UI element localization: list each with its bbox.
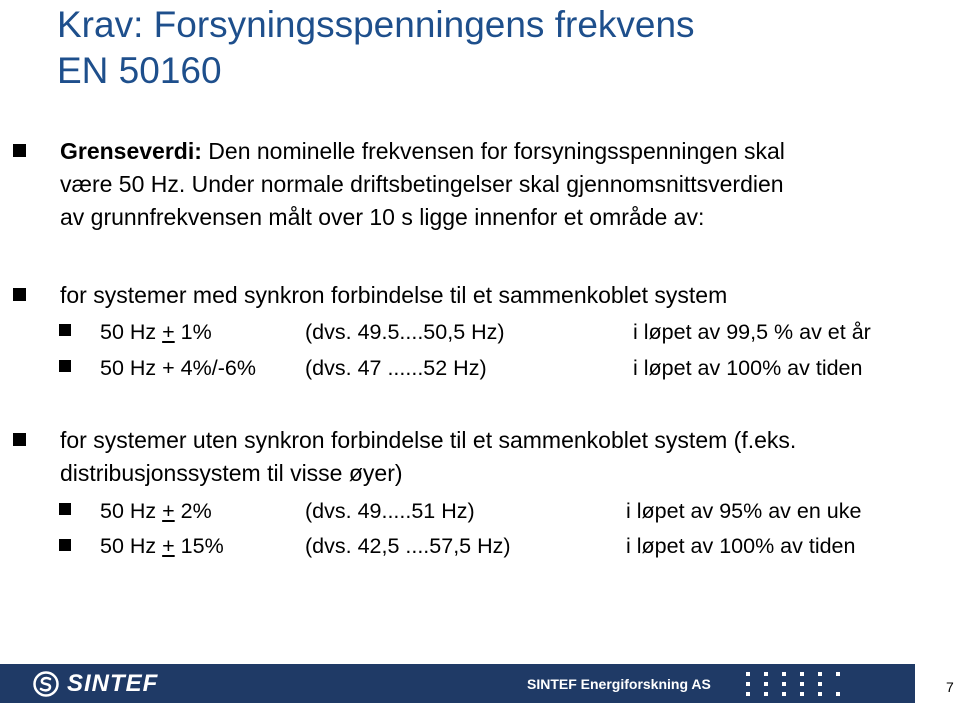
sub-bullet-square-icon — [59, 360, 71, 372]
section2-row1-freq: 50 Hz + 1% — [100, 320, 212, 344]
section3-row2-freq: 50 Hz + 15% — [100, 534, 224, 558]
section3-row1-period: i løpet av 95% av en uke — [626, 499, 862, 523]
bullet-square-icon — [13, 288, 26, 301]
bullet-square-icon — [13, 433, 26, 446]
section1-line1 — [60, 136, 785, 166]
slide-title — [57, 2, 937, 94]
section3-row1-range: (dvs. 49.....51 Hz) — [305, 499, 475, 523]
section3-heading-line1: for systemer uten synkron forbindelse til et sammenkoblet system (f.eks. — [60, 427, 797, 453]
section2-heading: for systemer med synkron forbindelse til et sammenkoblet system — [60, 282, 728, 308]
sub-bullet-square-icon — [59, 539, 71, 551]
section3-row1-freq: 50 Hz + 2% — [100, 499, 212, 523]
grenseverdi-label: Grenseverdi: — [60, 138, 202, 164]
slide-title-line2: EN 50160 — [57, 50, 222, 91]
page-number: 7 — [946, 679, 954, 695]
bullet-square-icon — [13, 144, 26, 157]
plus-minus-sign: + — [162, 320, 175, 344]
logo-text: SINTEF — [67, 670, 159, 697]
section2-row2-freq: 50 Hz + 4%/-6% — [100, 356, 256, 380]
section3-row2-range: (dvs. 42,5 ....57,5 Hz) — [305, 534, 511, 558]
sintef-logo — [33, 671, 158, 697]
section1-line2: være 50 Hz. Under normale driftsbetingelser skal gjennomsnittsverdien — [60, 171, 784, 197]
plus-minus-sign: + — [162, 499, 175, 523]
footer-bar — [0, 664, 915, 703]
section1-line3: av grunnfrekvensen målt over 10 s ligge innenfor et område av: — [60, 204, 705, 230]
section2-row2-range: (dvs. 47 ......52 Hz) — [305, 356, 487, 380]
section2-row2-period: i løpet av 100% av tiden — [633, 356, 863, 380]
sub-bullet-square-icon — [59, 324, 71, 336]
sintef-logo-icon — [33, 671, 59, 697]
section2-row1-period: i løpet av 99,5 % av et år — [633, 320, 871, 344]
sub-bullet-square-icon — [59, 503, 71, 515]
section3-heading-line2: distribusjonssystem til visse øyer) — [60, 460, 403, 486]
company-name: SINTEF Energiforskning AS — [527, 676, 711, 692]
plus-minus-sign: + — [162, 534, 175, 558]
dot-pattern-icon — [744, 669, 854, 699]
section3-row2-period: i løpet av 100% av tiden — [626, 534, 856, 558]
section2-row1-range: (dvs. 49.5....50,5 Hz) — [305, 320, 505, 344]
slide-title-line1: Krav: Forsyningsspenningens frekvens — [57, 4, 695, 45]
section1-line1-text: Den nominelle frekvensen for forsyningsspenningen skal — [201, 138, 785, 164]
